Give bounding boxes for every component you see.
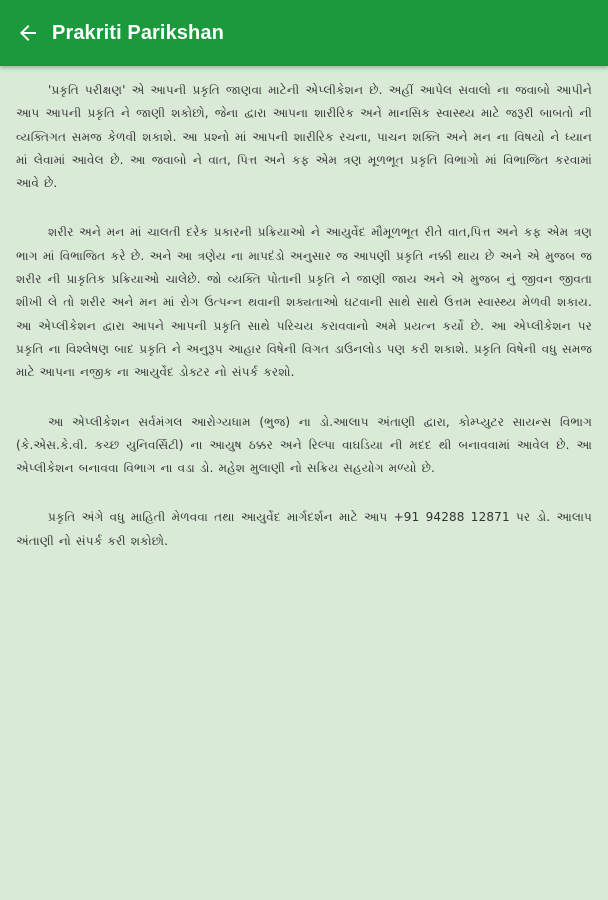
page-title: Prakriti Parikshan xyxy=(52,21,224,44)
credits-paragraph: આ એપ્લીકેશન સર્વમંગલ આરોગ્યધામ (ભુજ) ના ડો.આલાપ અંતાણી દ્વારા, કોમ્પ્યુટર સાયન્સ વિભાગ (કે.એસ.કે.વી. કચ્છ યુનિવર્સિટી) ના આયુષ ઠક્કર અને રિલ્પા વાઘડિયા ની મદદ થી બનાવવામાં આવેલ છે. આ એપ્લીકેશન બનાવવા વિભાગ ના વડા ડો. મહેશ મુલાણી નો સક્રિય સહયોગ મળ્યો છે. xyxy=(16,414,592,476)
arrow-left-icon xyxy=(18,23,38,43)
back-button[interactable] xyxy=(0,0,56,66)
app-bar xyxy=(0,0,608,66)
intro-paragraph: 'પ્રકૃતિ પરીક્ષણ' એ આપની પ્રકૃતિ જાણવા માટેની એપ્લીકેશન છે. અહીં આપેલ સવાલો ના જવાબો આપીને આપ આપની પ્રકૃતિ ને જાણી શકોછો, જેના દ્વારા આપના શારીરિક અને માનસિક સ્વાસ્થ્ય માટે જરૂરી બાબતો ની વ્યક્તિગત સમજ કેળવી શકાશે. આ પ્રશ્નો માં આપની શારીરિક રચના, પાચન શક્તિ અને મન ના વિષયો ને ધ્યાન માં લેવામાં આવેલ છે. આ જવાબો ને વાત, પિત્ત અને કફ એમ ત્રણ મૂળભૂત પ્રકૃતિ વિભાગો માં વિભાજિત કરવામાં આવે છે. xyxy=(16,83,592,191)
ayurveda-paragraph: શરીર અને મન માં ચાલતી દરેક પ્રકારની પ્રક્રિયાઓ ને આયુર્વેદ મૌમૂળભૂત રીતે વાત,પિત્ત અને કફ એમ ત્રણ ભાગ માં વિભાજિત કરે છે. અને આ ત્રણેય ના માપદંડો અનુસાર જ આપણી પ્રકૃતિ નક્કી થાય છે અને એ મુજબ જ શરીર ની પ્રાકૃતિક પ્રક્રિયાઓ ચાલેછે. જો વ્યક્તિ પોતાની પ્રકૃતિ ને જાણી જાય અને એ મુજબ નું જીવન જીવતા શીખી લે તો શરીર અને મન માં રોગ ઉત્પન્ન થવાની શક્યતાઓ ઘટવાની સાથે સાથે ઉત્તમ સ્વાસ્થ્ય મેળવી શકાય. આ એપ્લીકેશન દ્વારા આપને આપની પ્રકૃતિ સાથે પરિચય કરાવવાનો અમે પ્રયત્ન કર્યો છે. આ એપ્લીકેશન પર પ્રકૃતિ ના વિશ્લેષણ બાદ પ્રકૃતિ ને અનુરૂપ આહાર વિષેની વિગત ડાઉનલોડ પણ કરી શકાશે. પ્રકૃતિ વિષેની વધુ સમજ માટે આપના નજીક ના આયુર્વેદ ડોક્ટર નો સંપર્ક કરશો. xyxy=(16,225,592,380)
about-content[interactable] xyxy=(0,66,608,900)
contact-paragraph: પ્રકૃતિ અંગે વધુ માહિતી મેળવવા તથા આયુર્વેદ માર્ગદર્શન માટે આપ +91 94288 12871 પર ડો. આલાપ અંતાણી નો સંપર્ક કરી શકોછો. xyxy=(16,510,592,548)
